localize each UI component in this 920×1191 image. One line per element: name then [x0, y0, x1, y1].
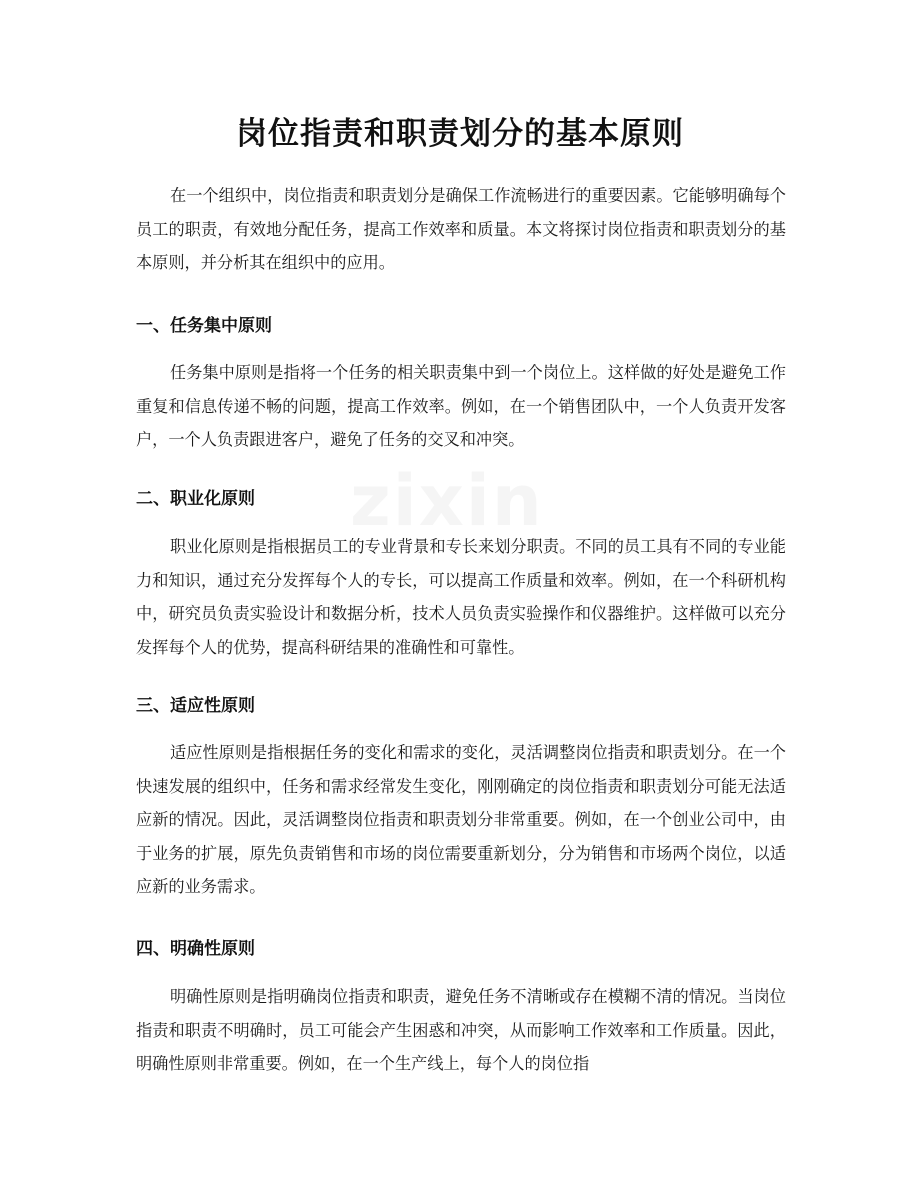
section-heading-4: 四、明确性原则 — [136, 939, 255, 959]
document-title: 岗位指责和职责划分的基本原则 — [236, 116, 684, 152]
section-heading-2: 二、职业化原则 — [136, 489, 255, 509]
section-heading-3: 三、适应性原则 — [136, 696, 255, 716]
section-body-4: 明确性原则是指明确岗位指责和职责，避免任务不清晰或存在模糊不清的情况。当岗位指责和职责不明确时，员工可能会产生困惑和冲突，从而影响工作效率和工作质量。因此，明确性原则非常重要。例如，在一个生产线上，每个人的岗位指 — [136, 987, 786, 1073]
section-heading-1: 一、任务集中原则 — [136, 316, 272, 336]
section-body-3: 适应性原则是指根据任务的变化和需求的变化，灵活调整岗位指责和职责划分。在一个快速发展的组织中，任务和需求经常发生变化，刚刚确定的岗位指责和职责划分可能无法适应新的情况。因此，灵活调整岗位指责和职责划分非常重要。例如，在一个创业公司中，由于业务的扩展，原先负责销售和市场的岗位需要重新划分，分为销售和市场两个岗位，以适应新的业务需求。 — [136, 743, 786, 896]
section-body-2: 职业化原则是指根据员工的专业背景和专长来划分职责。不同的员工具有不同的专业能力和知识，通过充分发挥每个人的专长，可以提高工作质量和效率。例如，在一个科研机构中，研究员负责实验设计和数据分析，技术人员负责实验操作和仪器维护。这样做可以充分发挥每个人的优势，提高科研结果的准确性和可靠性。 — [136, 537, 786, 657]
section-body-1: 任务集中原则是指将一个任务的相关职责集中到一个岗位上。这样做的好处是避免工作重复和信息传递不畅的问题，提高工作效率。例如，在一个销售团队中，一个人负责开发客户，一个人负责跟进客户，避免了任务的交叉和冲突。 — [136, 363, 786, 449]
intro-paragraph: 在一个组织中，岗位指责和职责划分是确保工作流畅进行的重要因素。它能够明确每个员工的职责，有效地分配任务，提高工作效率和质量。本文将探讨岗位指责和职责划分的基本原则，并分析其在组织中的应用。 — [136, 186, 786, 272]
watermark: zixin — [350, 460, 544, 542]
